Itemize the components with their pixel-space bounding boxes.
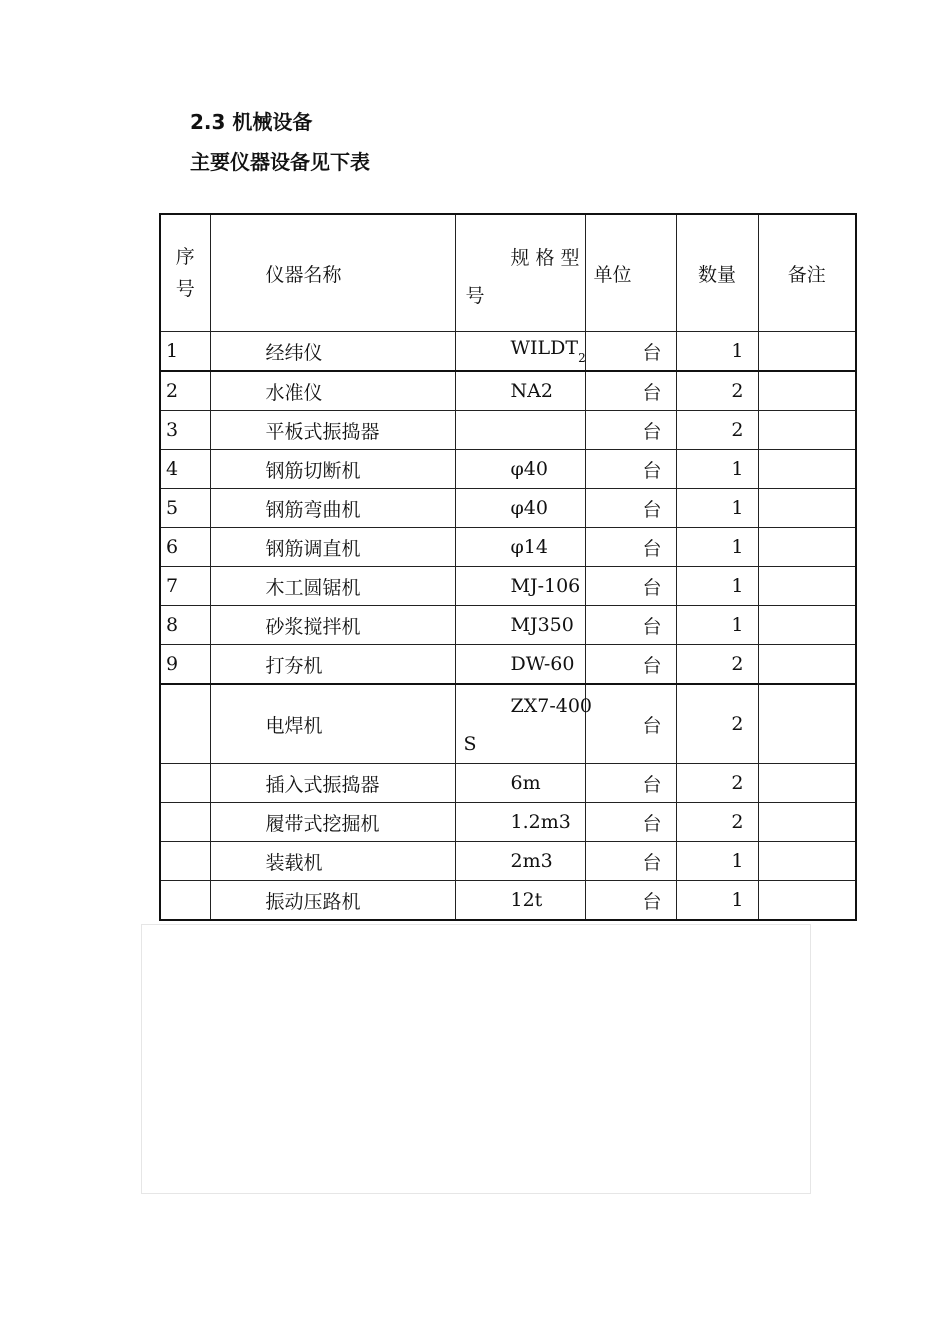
header-spec-line1: 规格型 [510,247,586,269]
table-row [160,606,856,645]
cell-name: 钢筋弯曲机 [210,489,455,528]
table-row [160,567,856,606]
cell-unit: 台 [585,645,676,685]
cell-spec: φ40 [455,450,585,489]
cell-qty: 2 [676,411,758,450]
cell-name: 振动压路机 [210,881,455,921]
cell-unit: 台 [585,332,676,372]
cell-note [758,764,856,803]
cell-name: 水准仪 [210,371,455,411]
cell-name: 插入式振捣器 [210,764,455,803]
cell-no: 9 [160,645,210,685]
cell-no: 3 [160,411,210,450]
cell-name: 钢筋切断机 [210,450,455,489]
table-row [160,489,856,528]
cell-unit: 台 [585,371,676,411]
cell-no: 7 [160,567,210,606]
cell-qty: 2 [676,684,758,764]
equipment-table [159,213,857,921]
cell-name: 木工圆锯机 [210,567,455,606]
cell-spec: MJ350 [455,606,585,645]
cell-spec-line2: S [463,733,477,755]
cell-spec: 6m [455,764,585,803]
cell-no: 1 [160,332,210,372]
cell-qty: 2 [676,371,758,411]
cell-qty: 2 [676,645,758,685]
header-qty: 数量 [676,214,758,332]
cell-unit: 台 [585,803,676,842]
table-intro: 主要仪器设备见下表 [190,150,370,174]
cell-no: 4 [160,450,210,489]
cell-qty: 1 [676,567,758,606]
table-row [160,684,856,764]
cell-spec-line1: ZX7-400 [510,695,593,717]
cell-no [160,842,210,881]
header-note: 备注 [758,214,856,332]
header-name: 仪器名称 [210,214,455,332]
header-no-line2: 号 [175,278,195,300]
header-spec-line2: 号 [465,285,485,307]
cell-name: 平板式振捣器 [210,411,455,450]
cell-no: 6 [160,528,210,567]
table-row [160,842,856,881]
header-no-line1: 序 [175,246,195,268]
cell-qty: 2 [676,803,758,842]
table-row [160,764,856,803]
cell-spec [455,332,585,372]
cell-unit: 台 [585,606,676,645]
cell-spec: NA2 [455,371,585,411]
cell-qty: 1 [676,450,758,489]
cell-spec: MJ-106 [455,567,585,606]
header-unit: 单位 [585,214,676,332]
cell-note [758,645,856,685]
cell-no [160,803,210,842]
table-row [160,645,856,685]
cell-name: 钢筋调直机 [210,528,455,567]
cell-note [758,528,856,567]
cell-name: 装载机 [210,842,455,881]
cell-no: 2 [160,371,210,411]
cell-name: 打夯机 [210,645,455,685]
cell-unit: 台 [585,411,676,450]
cell-unit: 台 [585,528,676,567]
cell-note [758,371,856,411]
cell-note [758,489,856,528]
cell-qty: 1 [676,842,758,881]
table-row [160,450,856,489]
cell-note [758,803,856,842]
cell-name: 履带式挖掘机 [210,803,455,842]
cell-no [160,764,210,803]
cell-spec-subscript: 2 [578,351,586,365]
cell-unit: 台 [585,684,676,764]
cell-spec: φ14 [455,528,585,567]
cell-qty: 1 [676,881,758,921]
header-no [160,214,210,332]
cell-name: 砂浆搅拌机 [210,606,455,645]
cell-name: 电焊机 [210,684,455,764]
cell-qty: 1 [676,489,758,528]
cell-spec [455,411,585,450]
cell-qty: 2 [676,764,758,803]
cell-no [160,684,210,764]
table-row [160,411,856,450]
cell-note [758,606,856,645]
cell-spec-text: WILDT [510,337,579,359]
cell-note [758,567,856,606]
cell-note [758,684,856,764]
cell-no [160,881,210,921]
section-title: 2.3 机械设备 [190,110,313,134]
cell-unit: 台 [585,450,676,489]
cell-no: 5 [160,489,210,528]
cell-no: 8 [160,606,210,645]
cell-note [758,411,856,450]
cell-spec: φ40 [455,489,585,528]
cell-name: 经纬仪 [210,332,455,372]
header-spec [455,214,585,332]
cell-unit: 台 [585,567,676,606]
cell-qty: 1 [676,332,758,372]
cell-spec: 2m3 [455,842,585,881]
cell-unit: 台 [585,881,676,921]
table-row [160,528,856,567]
table-row [160,881,856,921]
table-row [160,371,856,411]
empty-frame [141,924,811,1194]
cell-unit: 台 [585,489,676,528]
cell-spec: 12t [455,881,585,921]
cell-note [758,332,856,372]
cell-spec: 1.2m3 [455,803,585,842]
cell-qty: 1 [676,528,758,567]
cell-note [758,881,856,921]
cell-note [758,842,856,881]
cell-unit: 台 [585,764,676,803]
cell-spec [455,684,593,764]
cell-qty: 1 [676,606,758,645]
cell-note [758,450,856,489]
cell-spec: DW-60 [455,645,585,685]
table-row [160,803,856,842]
cell-unit: 台 [585,842,676,881]
table-row [160,332,856,372]
table-header-row [160,214,856,332]
